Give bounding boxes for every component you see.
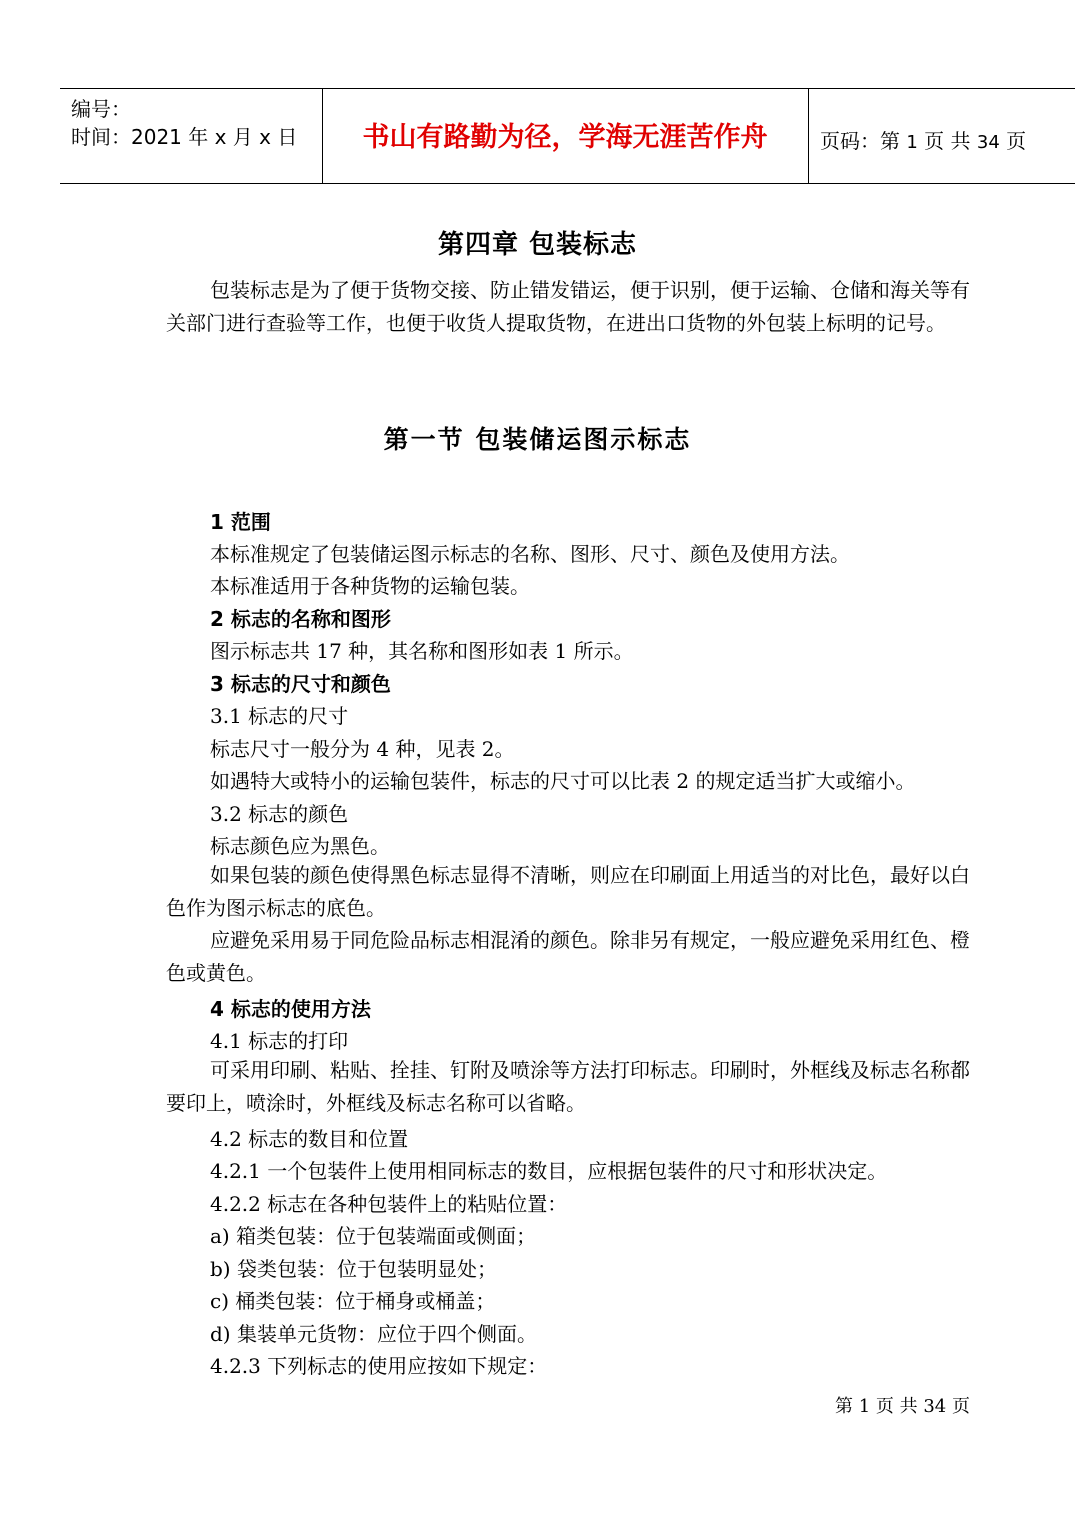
text-line: 图示标志共 17 种，其名称和图形如表 1 所示。 bbox=[210, 639, 634, 663]
list-item: b) 袋类包装：位于包装明显处； bbox=[210, 1257, 497, 1281]
paragraph-printing: 可采用印刷、粘贴、拴挂、钉附及喷涂等方法打印标志。印刷时，外框线及标志名称都要印上，喷涂时，外框线及标志名称可以省略。 bbox=[166, 1058, 970, 1115]
subheading-number-position: 4.2 标志的数目和位置 bbox=[210, 1127, 409, 1151]
heading-size-color: 3 标志的尺寸和颜色 bbox=[210, 672, 391, 696]
page-header bbox=[60, 88, 1075, 184]
heading-usage: 4 标志的使用方法 bbox=[210, 997, 371, 1021]
section-title: 第一节 包装储运图示标志 bbox=[383, 425, 692, 454]
intro-paragraph: 包装标志是为了便于货物交接、防止错发错运，便于识别，便于运输、仓储和海关等有关部门进行查验等工作，也便于收货人提取货物，在进出口货物的外包装上标明的记号。 bbox=[166, 278, 970, 335]
page-footer: 第 1 页 共 34 页 bbox=[835, 1396, 970, 1417]
text-line: 4.2.2 标志在各种包装件上的粘贴位置： bbox=[210, 1192, 568, 1216]
text-line: 本标准适用于各种货物的运输包装。 bbox=[210, 574, 530, 598]
subheading-printing: 4.1 标志的打印 bbox=[210, 1029, 349, 1053]
subheading-color: 3.2 标志的颜色 bbox=[210, 802, 349, 826]
heading-scope: 1 范围 bbox=[210, 510, 271, 534]
header-page-indicator bbox=[820, 125, 1026, 154]
paragraph-contrast: 如果包装的颜色使得黑色标志显得不清晰，则应在印刷面上用适当的对比色，最好以白色作为图示标志的底色。 bbox=[166, 863, 970, 920]
page-suffix: 页 bbox=[1006, 129, 1027, 153]
page-mid: 页 共 bbox=[924, 129, 971, 153]
text-line: 标志尺寸一般分为 4 种，见表 2。 bbox=[210, 737, 515, 761]
page-total: 34 bbox=[976, 132, 1000, 153]
document-number-label: 编号： bbox=[71, 97, 131, 121]
page-number: 1 bbox=[906, 132, 918, 153]
header-motto: 书山有路勤为径，学海无涯苦作舟 bbox=[362, 122, 768, 153]
page-prefix: 页码：第 bbox=[820, 129, 900, 153]
list-item: c) 桶类包装：位于桶身或桶盖； bbox=[210, 1289, 496, 1313]
subheading-size: 3.1 标志的尺寸 bbox=[210, 704, 349, 728]
header-left-cell bbox=[60, 89, 323, 183]
text-line: 4.2.1 一个包装件上使用相同标志的数目，应根据包装件的尺寸和形状决定。 bbox=[210, 1159, 888, 1183]
text-line: 本标准规定了包装储运图示标志的名称、图形、尺寸、颜色及使用方法。 bbox=[210, 542, 850, 566]
heading-names-figures: 2 标志的名称和图形 bbox=[210, 607, 391, 631]
header-right-cell bbox=[808, 89, 1075, 183]
document-time-label: 时间：2021 年 x 月 x 日 bbox=[71, 125, 298, 149]
list-item: a) 箱类包装：位于包装端面或侧面； bbox=[210, 1224, 537, 1248]
header-middle-cell bbox=[322, 89, 809, 183]
chapter-title: 第四章 包装标志 bbox=[437, 230, 638, 260]
paragraph-avoid-colors: 应避免采用易于同危险品标志相混淆的颜色。除非另有规定，一般应避免采用红色、橙色或黄色。 bbox=[166, 928, 970, 985]
text-line: 4.2.3 下列标志的使用应按如下规定： bbox=[210, 1354, 548, 1378]
text-line: 标志颜色应为黑色。 bbox=[210, 834, 390, 858]
text-line: 如遇特大或特小的运输包装件，标志的尺寸可以比表 2 的规定适当扩大或缩小。 bbox=[210, 769, 916, 793]
list-item: d) 集装单元货物：应位于四个侧面。 bbox=[210, 1322, 537, 1346]
